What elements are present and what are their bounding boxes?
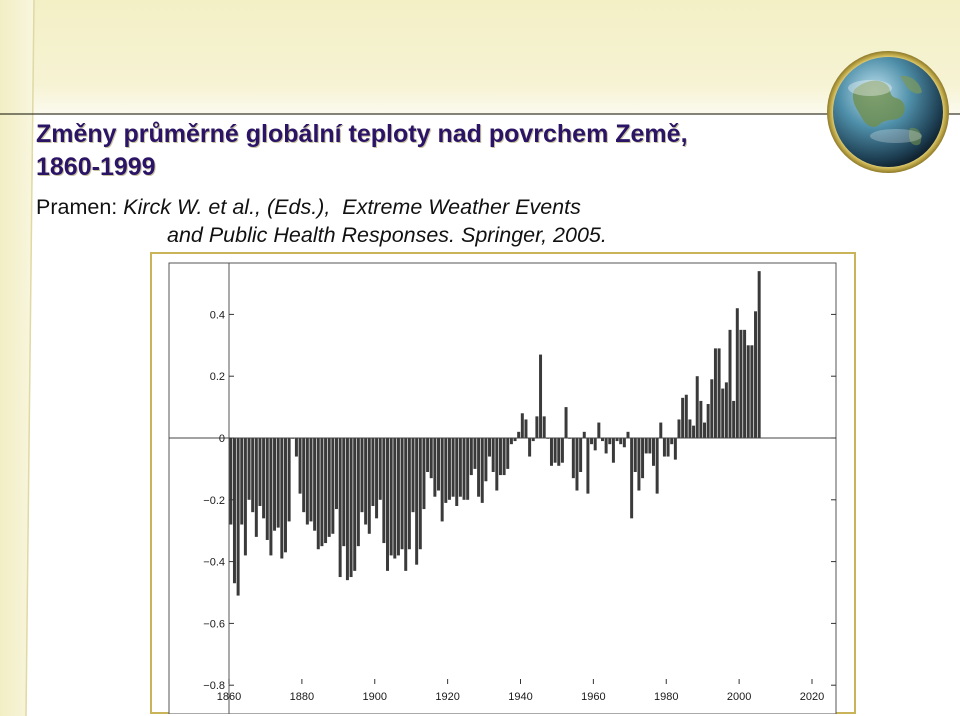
bar-1875 bbox=[284, 438, 287, 552]
bar-1862 bbox=[237, 438, 240, 596]
bar-1883 bbox=[313, 438, 316, 531]
bar-1873 bbox=[277, 438, 280, 528]
citation-publisher: and Public Health Responses. Springer, 2005. bbox=[167, 223, 607, 247]
bar-1951 bbox=[561, 438, 564, 463]
bar-1989 bbox=[699, 401, 702, 438]
bar-1985 bbox=[685, 395, 688, 438]
bar-1922 bbox=[455, 438, 458, 506]
bar-1999 bbox=[736, 308, 739, 438]
bar-1990 bbox=[703, 423, 706, 438]
bar-1971 bbox=[634, 438, 637, 472]
bar-2003 bbox=[750, 345, 753, 438]
bar-1904 bbox=[390, 438, 393, 555]
bar-1912 bbox=[419, 438, 422, 549]
bar-1884 bbox=[317, 438, 320, 549]
bar-1917 bbox=[437, 438, 440, 491]
bar-1919 bbox=[444, 438, 447, 503]
bar-1984 bbox=[681, 398, 684, 438]
bar-1914 bbox=[426, 438, 429, 472]
bar-1931 bbox=[488, 438, 491, 457]
bar-1981 bbox=[670, 438, 673, 444]
bar-1872 bbox=[273, 438, 276, 531]
bar-1986 bbox=[688, 419, 691, 438]
bar-1963 bbox=[605, 438, 608, 453]
x-tick-label: 1940 bbox=[508, 691, 533, 703]
bar-1895 bbox=[357, 438, 360, 546]
bar-1995 bbox=[721, 389, 724, 438]
bar-1980 bbox=[667, 438, 670, 457]
top-band bbox=[0, 0, 960, 114]
bar-1935 bbox=[503, 438, 506, 475]
bar-2004 bbox=[754, 311, 757, 438]
bar-1998 bbox=[732, 401, 735, 438]
bar-1941 bbox=[524, 419, 527, 438]
bar-1997 bbox=[729, 330, 732, 438]
bar-2000 bbox=[739, 330, 742, 438]
y-tick-label: 0.2 bbox=[209, 371, 225, 384]
bar-1905 bbox=[393, 438, 396, 559]
bar-1893 bbox=[350, 438, 353, 577]
y-tick-label: 0 bbox=[218, 433, 225, 445]
bar-1942 bbox=[528, 438, 531, 457]
bar-1925 bbox=[466, 438, 469, 500]
bar-1940 bbox=[521, 413, 524, 438]
bar-1868 bbox=[258, 438, 261, 506]
bar-1889 bbox=[335, 438, 338, 509]
bar-1956 bbox=[579, 438, 582, 472]
x-tick-label: 1980 bbox=[654, 691, 679, 703]
bar-1967 bbox=[619, 438, 622, 444]
y-tick-label: 0.4 bbox=[209, 309, 225, 322]
bar-1894 bbox=[353, 438, 356, 571]
bar-1878 bbox=[295, 438, 298, 457]
bar-1933 bbox=[495, 438, 498, 491]
bar-2002 bbox=[747, 345, 750, 438]
bar-1902 bbox=[382, 438, 385, 543]
bar-1890 bbox=[339, 438, 342, 577]
bar-1968 bbox=[623, 438, 626, 447]
bar-1886 bbox=[324, 438, 327, 543]
bar-1880 bbox=[302, 438, 305, 512]
y-tick-label: −0.6 bbox=[203, 618, 225, 631]
bar-1915 bbox=[430, 438, 433, 478]
citation-authors-title: Kirck W. et al., (Eds.), Extreme Weather Events bbox=[123, 195, 581, 219]
bar-1882 bbox=[309, 438, 312, 521]
bar-1954 bbox=[572, 438, 575, 478]
bar-1969 bbox=[627, 432, 630, 438]
bar-1965 bbox=[612, 438, 615, 463]
bar-1932 bbox=[492, 438, 495, 472]
bar-2001 bbox=[743, 330, 746, 438]
bar-1871 bbox=[269, 438, 272, 555]
bar-1961 bbox=[597, 423, 600, 438]
bar-1939 bbox=[517, 432, 520, 438]
bar-1974 bbox=[645, 438, 648, 453]
bar-1977 bbox=[656, 438, 659, 494]
bar-1973 bbox=[641, 438, 644, 478]
bar-1948 bbox=[550, 438, 553, 466]
bar-1870 bbox=[266, 438, 269, 540]
bar-1916 bbox=[433, 438, 436, 497]
x-tick-label: 1880 bbox=[289, 691, 315, 703]
bar-1865 bbox=[248, 438, 251, 500]
bar-1866 bbox=[251, 438, 254, 512]
bar-1898 bbox=[368, 438, 371, 534]
y-tick-label: −0.8 bbox=[203, 680, 225, 693]
bar-1907 bbox=[401, 438, 404, 549]
bar-1911 bbox=[415, 438, 418, 565]
bar-1874 bbox=[280, 438, 283, 559]
bar-1972 bbox=[637, 438, 640, 491]
bar-1930 bbox=[484, 438, 487, 481]
bar-1896 bbox=[361, 438, 364, 512]
bar-1899 bbox=[371, 438, 374, 506]
bar-1885 bbox=[320, 438, 323, 546]
y-tick-label: −0.2 bbox=[203, 494, 225, 507]
bar-1952 bbox=[565, 407, 568, 438]
bar-1891 bbox=[342, 438, 345, 546]
bar-1879 bbox=[299, 438, 302, 494]
bar-1867 bbox=[255, 438, 258, 537]
left-band bbox=[0, 0, 34, 716]
bar-1860 bbox=[229, 438, 232, 525]
bar-1949 bbox=[554, 438, 557, 463]
bar-1926 bbox=[470, 438, 473, 475]
citation-prefix: Pramen: bbox=[36, 195, 124, 219]
bar-1992 bbox=[710, 379, 713, 438]
x-tick-label: 1900 bbox=[362, 691, 387, 703]
bar-1910 bbox=[412, 438, 415, 512]
bar-1993 bbox=[714, 348, 717, 438]
x-tick-label: 1860 bbox=[216, 691, 242, 703]
bar-1900 bbox=[375, 438, 378, 518]
slide-title bbox=[36, 118, 856, 184]
source-citation bbox=[36, 193, 607, 249]
bar-1975 bbox=[648, 438, 651, 453]
bar-1876 bbox=[288, 438, 291, 521]
bar-1964 bbox=[608, 438, 611, 444]
bar-1976 bbox=[652, 438, 655, 466]
bar-1996 bbox=[725, 382, 728, 438]
bar-1881 bbox=[306, 438, 309, 525]
title-line-2: 1860-1999 bbox=[36, 153, 156, 181]
bar-1906 bbox=[397, 438, 400, 555]
bar-1920 bbox=[448, 438, 451, 500]
bar-1959 bbox=[590, 438, 593, 444]
bar-1958 bbox=[586, 438, 589, 494]
bar-1918 bbox=[441, 438, 444, 521]
bar-1928 bbox=[477, 438, 480, 497]
bar-1950 bbox=[557, 438, 560, 466]
bar-1988 bbox=[696, 376, 699, 438]
bar-1994 bbox=[718, 348, 721, 438]
bar-1901 bbox=[379, 438, 382, 500]
x-tick-label: 2020 bbox=[799, 691, 825, 703]
bar-1887 bbox=[328, 438, 331, 537]
bar-1937 bbox=[510, 438, 513, 444]
bar-1892 bbox=[346, 438, 349, 580]
bar-1978 bbox=[659, 423, 662, 438]
bar-1908 bbox=[404, 438, 407, 571]
title-line-1: Změny průměrné globální teploty nad povrchem Země, bbox=[36, 120, 688, 148]
bar-2005 bbox=[758, 271, 761, 438]
bar-1897 bbox=[364, 438, 367, 525]
bar-1936 bbox=[506, 438, 509, 469]
bar-1864 bbox=[244, 438, 247, 555]
bar-1944 bbox=[535, 416, 538, 438]
bar-1960 bbox=[594, 438, 597, 450]
bar-1921 bbox=[452, 438, 455, 497]
x-tick-label: 1960 bbox=[581, 691, 606, 703]
bar-1923 bbox=[459, 438, 462, 497]
bar-1903 bbox=[386, 438, 389, 571]
bar-1955 bbox=[575, 438, 578, 491]
bar-1987 bbox=[692, 426, 695, 438]
x-tick-label: 2000 bbox=[726, 691, 752, 703]
globe-icon bbox=[826, 50, 950, 174]
bar-1991 bbox=[707, 404, 710, 438]
x-tick-label: 1920 bbox=[435, 691, 460, 703]
bar-1983 bbox=[678, 419, 681, 438]
bar-1863 bbox=[240, 438, 243, 525]
bar-1888 bbox=[331, 438, 334, 534]
bar-1913 bbox=[422, 438, 425, 509]
bar-1927 bbox=[473, 438, 476, 469]
bar-1934 bbox=[499, 438, 502, 475]
bar-1946 bbox=[543, 416, 546, 438]
bar-1982 bbox=[674, 438, 677, 460]
bar-1924 bbox=[463, 438, 466, 500]
bar-1945 bbox=[539, 355, 542, 438]
bar-1979 bbox=[663, 438, 666, 457]
bar-1869 bbox=[262, 438, 265, 518]
bar-1970 bbox=[630, 438, 633, 518]
temperature-chart bbox=[150, 252, 856, 714]
bar-1929 bbox=[481, 438, 484, 503]
y-tick-label: −0.4 bbox=[203, 556, 225, 569]
bar-1909 bbox=[408, 438, 411, 549]
bar-1957 bbox=[583, 432, 586, 438]
